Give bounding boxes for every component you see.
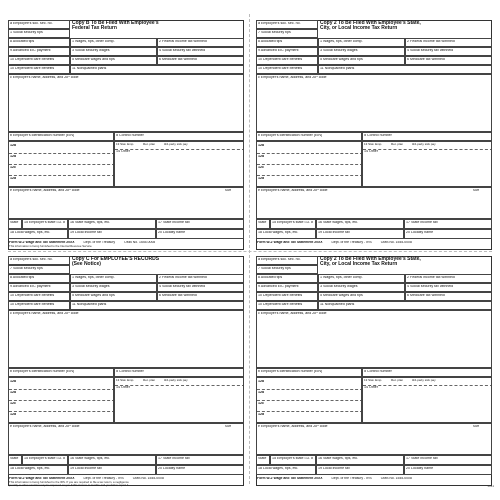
social-security-tips-box[interactable]: 7 Social security tips [256, 29, 318, 38]
wages-box[interactable]: 1 Wages, tips, other comp. [70, 38, 157, 47]
ss-wages-box[interactable]: 3 Social security wages [318, 47, 405, 56]
ret-plan-checkbox[interactable]: Ret. plan [391, 378, 404, 382]
box13-divider [363, 385, 492, 386]
allocated-tips-box[interactable]: 8 Allocated tips [256, 274, 318, 283]
employer-name-box[interactable]: c Employer's name, address, and ZIP code [8, 74, 244, 132]
dependent-care-box[interactable]: 10 Dependent care benefits [256, 56, 318, 65]
code-divider [9, 400, 114, 401]
form-footer: Form W-2 Wage and Tax Statement 20XX Dept. of the Treasury OMB No. 1545-0008 [9, 241, 156, 244]
dependent-care-box[interactable]: 10 Dependent care benefits [256, 292, 318, 301]
locality-name-box[interactable]: 20 Locality name [404, 229, 492, 239]
state-tax-box[interactable]: 17 State income tax [156, 455, 244, 465]
codes-box: 12a 12b 12c 12d [256, 141, 362, 187]
employee-ssn-box[interactable]: a Employee's soc. sec. no. [256, 256, 318, 265]
code-divider [9, 175, 114, 176]
other-box[interactable]: 14 Other [116, 150, 130, 153]
nonqualified-plans-box[interactable]: 11 Nonqualified plans [318, 301, 492, 310]
social-security-tips-box[interactable]: 1 Social security tips [8, 29, 70, 38]
control-number-box[interactable]: d Control number [362, 132, 492, 141]
ss-wages-box[interactable]: 3 Social security wages [70, 47, 157, 56]
medicare-tax-box[interactable]: 6 Medicare tax withheld [405, 56, 492, 65]
vertical-perforation [249, 14, 250, 484]
wages-box[interactable]: 1 Wages, tips, other comp. [318, 274, 405, 283]
employee-name-box[interactable]: e Employee's name, address, and ZIP code Suff [256, 187, 492, 219]
nonqualified-plans-box[interactable]: 11 Nonqualified plans [70, 65, 244, 74]
wages-box[interactable]: 1 Wages, tips, other comp. [318, 38, 405, 47]
box13-14 [362, 377, 492, 423]
box13-14 [362, 141, 492, 187]
ss-wages-box[interactable]: 3 Social security wages [70, 283, 157, 292]
dependent-care-row: 10 Dependent care benefits [256, 301, 318, 310]
box13-divider [115, 149, 244, 150]
w2-form-copy-c [8, 256, 244, 486]
local-tax-box[interactable]: 19 Local income tax [68, 465, 156, 475]
state-id-box[interactable]: 15 Employer's state I.D. # [22, 455, 68, 465]
medicare-wages-box[interactable]: 5 Medicare wages and tips [318, 292, 405, 301]
nonqualified-plans-box[interactable]: 11 Nonqualified plans [70, 301, 244, 310]
advanced-eic-box[interactable]: 9 Advanced EIC payment [256, 283, 318, 292]
employee-ssn-box[interactable]: a Employee's soc. sec. no. [8, 20, 70, 29]
medicare-wages-box[interactable]: 5 Medicare wages and tips [318, 56, 405, 65]
locality-name-box[interactable]: 20 Locality name [156, 465, 244, 475]
ss-tax-box[interactable]: 4 Social security tax withheld [157, 283, 244, 292]
code-divider [9, 411, 114, 412]
federal-tax-box[interactable]: 2 Federal income tax withheld [157, 38, 244, 47]
third-party-sick-pay-checkbox[interactable]: 3rd-party sick pay [163, 378, 188, 382]
code-divider [257, 411, 362, 412]
employee-ssn-box[interactable]: a Employee's soc. sec. no. [8, 256, 70, 265]
code-divider [257, 153, 362, 154]
ss-tax-box[interactable]: 4 Social security tax withheld [405, 47, 492, 56]
state-wages-box[interactable]: 16 State wages, tips, etc. [68, 455, 156, 465]
medicare-tax-box[interactable]: 6 Medicare tax withheld [405, 292, 492, 301]
local-tax-box[interactable]: 19 Local income tax [316, 465, 404, 475]
advanced-eic-box[interactable]: 9 Advanced EIC payment [8, 47, 70, 56]
state-tax-box[interactable]: 17 State income tax [156, 219, 244, 229]
medicare-tax-box[interactable]: 6 Medicare tax withheld [157, 292, 244, 301]
copy-title: Copy 2 To Be Filed With Employee's State, City, or Local Income Tax Return [320, 20, 421, 32]
control-number-box[interactable]: d Control number [362, 368, 492, 377]
dependent-care-row: 10 Dependent care benefits [256, 65, 318, 74]
ein-box[interactable]: b Employer's identification number (EIN) [8, 368, 114, 377]
state-id-box[interactable]: 15 Employer's state I.D. # [270, 219, 316, 229]
state-id-box[interactable]: 15 Employer's state I.D. # [270, 455, 316, 465]
ein-box[interactable]: b Employer's identification number (EIN) [8, 132, 114, 141]
dependent-care-row: 10 Dependent care benefits [8, 301, 70, 310]
federal-tax-box[interactable]: 2 Federal income tax withheld [405, 274, 492, 283]
local-wages-box[interactable]: 18 Local wages, tips, etc. [8, 465, 68, 475]
codes-box: 12a 12b 12c 12d [8, 377, 114, 423]
other-box[interactable]: 14 Other [116, 386, 130, 389]
copy-title: Copy 2 To Be Filed With Employee's State, City, or Local Income Tax Return [320, 256, 421, 268]
state-box[interactable]: State [256, 455, 270, 465]
nonqualified-plans-box[interactable]: 11 Nonqualified plans [318, 65, 492, 74]
control-number-box[interactable]: d Control number [114, 368, 244, 377]
locality-name-box[interactable]: 20 Locality name [404, 465, 492, 475]
medicare-wages-box[interactable]: 5 Medicare wages and tips [70, 56, 157, 65]
code-divider [9, 153, 114, 154]
form-footer: Form W-2 Wage and Tax Statement 20XX Dept. of the Treasury - IRS OMB No. 1545-0008 [257, 477, 412, 480]
allocated-tips-box[interactable]: 8 Allocated tips [8, 38, 70, 47]
dependent-care-box[interactable]: 10 Dependent care benefits [8, 292, 70, 301]
code-divider [257, 389, 362, 390]
state-wages-box[interactable]: 16 State wages, tips, etc. [68, 219, 156, 229]
box13-divider [115, 385, 244, 386]
ret-plan-checkbox[interactable]: Ret. plan [143, 378, 156, 382]
allocated-tips-box[interactable]: 8 Allocated tips [8, 274, 70, 283]
federal-tax-box[interactable]: 2 Federal income tax withheld [157, 274, 244, 283]
federal-tax-box[interactable]: 2 Federal income tax withheld [405, 38, 492, 47]
box13-14 [114, 377, 244, 423]
employee-ssn-box[interactable]: a Employee's soc. sec. no. [256, 20, 318, 29]
state-box[interactable]: State [8, 455, 22, 465]
state-wages-box[interactable]: 16 State wages, tips, etc. [316, 455, 404, 465]
medicare-tax-box[interactable]: 6 Medicare tax withheld [157, 56, 244, 65]
dependent-care-box[interactable]: 10 Dependent care benefits [8, 56, 70, 65]
form-footer: Form W-2 Wage and Tax Statement 20XX Dept. of the Treasury - IRS OMB No. 1545-0008 [9, 477, 164, 480]
medicare-wages-box[interactable]: 5 Medicare wages and tips [70, 292, 157, 301]
state-box[interactable]: State [8, 219, 22, 229]
stat-emp-checkbox[interactable]: 13 Stat. Emp. [116, 378, 135, 382]
w2-form-copy-b [8, 20, 244, 250]
local-wages-box[interactable]: 18 Local wages, tips, etc. [256, 229, 316, 239]
state-tax-box[interactable]: 17 State income tax [404, 219, 492, 229]
dependent-care-row: 10 Dependent care benefits [8, 65, 70, 74]
ss-tax-box[interactable]: 4 Social security tax withheld [405, 283, 492, 292]
code-divider [257, 164, 362, 165]
stat-emp-checkbox[interactable]: 13 Stat. Emp. [364, 142, 383, 146]
control-number-box[interactable]: d Control number [114, 132, 244, 141]
codes-box: 12a 12b 12c 12d [256, 377, 362, 423]
ss-wages-box[interactable]: 3 Social security wages [318, 283, 405, 292]
employee-name-box[interactable]: e Employee's name, address, and ZIP code Suff [8, 423, 244, 455]
ss-tax-box[interactable]: 4 Social security tax withheld [157, 47, 244, 56]
third-party-sick-pay-checkbox[interactable]: 3rd-party sick pay [411, 142, 436, 146]
code-divider [9, 164, 114, 165]
local-wages-box[interactable]: 18 Local wages, tips, etc. [256, 465, 316, 475]
allocated-tips-box[interactable]: 8 Allocated tips [256, 38, 318, 47]
local-tax-box[interactable]: 19 Local income tax [316, 229, 404, 239]
horizontal-perforation [8, 251, 492, 252]
third-party-sick-pay-checkbox[interactable]: 3rd-party sick pay [163, 142, 188, 146]
employer-name-box[interactable]: c Employer's name, address, and ZIP code [8, 310, 244, 368]
ein-box[interactable]: b Employer's identification number (EIN) [256, 132, 362, 141]
sheet-code: 5211 [487, 484, 494, 488]
employee-name-box[interactable]: e Employee's name, address, and ZIP code Suff [8, 187, 244, 219]
ret-plan-checkbox[interactable]: Ret. plan [391, 142, 404, 146]
local-tax-box[interactable]: 19 Local income tax [68, 229, 156, 239]
third-party-sick-pay-checkbox[interactable]: 3rd-party sick pay [411, 378, 436, 382]
ret-plan-checkbox[interactable]: Ret. plan [143, 142, 156, 146]
state-id-box[interactable]: 15 Employer's state I.D. # [22, 219, 68, 229]
form-note: This information is being furnished to the IRS. If you are required to file a tax return, a negligence penalty or other sanction may be imposed on you if this income is taxable and you fail to report it. [9, 481, 130, 487]
code-divider [257, 400, 362, 401]
social-security-tips-box[interactable]: 7 Social security tips [256, 265, 318, 274]
codes-box: 12a 12b 12c 12d [8, 141, 114, 187]
w2-form-copy-2a [256, 20, 492, 250]
code-divider [257, 175, 362, 176]
employee-name-box[interactable]: e Employee's name, address, and ZIP code Suff [256, 423, 492, 455]
state-wages-box[interactable]: 16 State wages, tips, etc. [316, 219, 404, 229]
advanced-eic-box[interactable]: 9 Advanced EIC payment [8, 283, 70, 292]
local-wages-box[interactable]: 18 Local wages, tips, etc. [8, 229, 68, 239]
box13-14 [114, 141, 244, 187]
social-security-tips-box[interactable]: 7 Social security tips [8, 265, 70, 274]
employer-name-box[interactable]: c Employer's name, address, and ZIP code [256, 74, 492, 132]
copy-title: Copy B To Be Filed With Employee's Federal Tax Return [72, 20, 159, 32]
form-footer: Form W-2 Wage and Tax Statement 20XX Dept. of the Treasury - IRS OMB No. 1545-0008 [257, 241, 412, 244]
state-box[interactable]: State [256, 219, 270, 229]
form-note: This information is being furnished to the Internal Revenue Service. [9, 245, 93, 248]
advanced-eic-box[interactable]: 9 Advanced EIC payment [256, 47, 318, 56]
other-box[interactable]: 14 Other [364, 386, 378, 389]
code-divider [9, 389, 114, 390]
locality-name-box[interactable]: 20 Locality name [156, 229, 244, 239]
stat-emp-checkbox[interactable]: 13 Stat. Emp. [364, 378, 383, 382]
ein-box[interactable]: b Employer's identification number (EIN) [256, 368, 362, 377]
employer-name-box[interactable]: c Employer's name, address, and ZIP code [256, 310, 492, 368]
wages-box[interactable]: 1 Wages, tips, other comp. [70, 274, 157, 283]
state-tax-box[interactable]: 17 State income tax [404, 455, 492, 465]
box13-divider [363, 149, 492, 150]
stat-emp-checkbox[interactable]: 13 Stat. Emp. [116, 142, 135, 146]
copy-title: Copy C For EMPLOYEE'S RECORDS (See Notice) [72, 256, 160, 268]
other-box[interactable]: 14 Other [364, 150, 378, 153]
w2-form-copy-2b [256, 256, 492, 486]
